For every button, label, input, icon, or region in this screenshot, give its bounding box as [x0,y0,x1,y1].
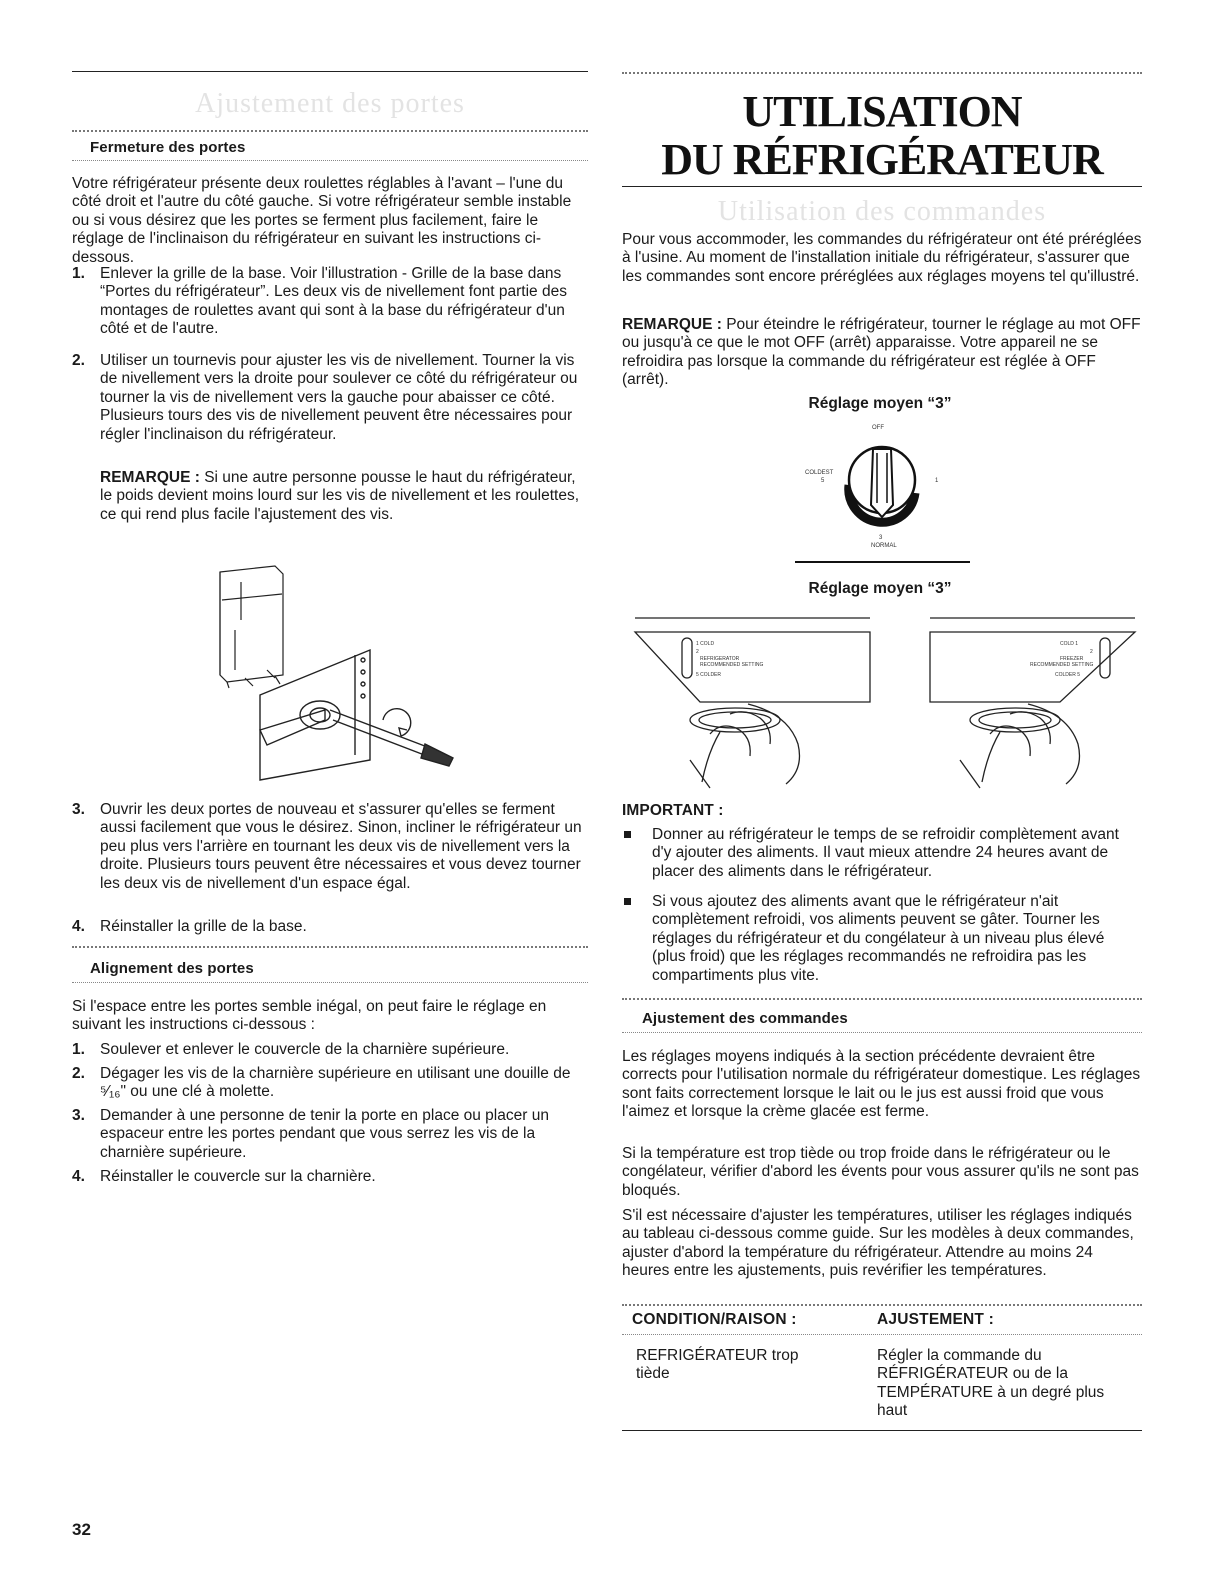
step-text: Réinstaller le couvercle sur la charnière. [100,1168,376,1185]
paragraph-ajustement-2: Si la température est trop tiède ou trop froide dans le réfrigérateur ou le congélateur, vérifier d'abord les évents pour vous assurer qu'ils ne sont pas bloqués. [622,1145,1139,1199]
dial-label-off: OFF [872,425,884,431]
step-number: 1. [72,1041,85,1058]
list-item [622,893,1142,984]
list-item [72,918,588,938]
subheading-alignement: Alignement des portes [90,960,254,977]
dial-label-5: 5 [821,478,825,484]
figure-caption-panel: Réglage moyen “3” [808,580,952,597]
note-label: REMARQUE : [100,469,200,486]
step-text: Utiliser un tournevis pour ajuster les vis de nivellement. Tourner la vis de nivellement vers la droite pour soulever ce côté du réfrigérateur ou tourner la vis de nivellement vers la gauche pour abaisser ce côté. Plusieurs tours des vis de nivellement peuvent être nécessaires pour régler l'inclinaison du réfrigérateur. [100,352,578,443]
page-title-line-2: DU RÉFRIGÉRATEUR [661,135,1103,184]
list-item [72,801,588,913]
dial-underline [795,561,970,563]
top-rule-left [72,71,588,72]
page-title-line-1: UTILISATION [742,87,1022,136]
note-paragraph [100,469,588,524]
paragraph-ajustement-1: Les réglages moyens indiqués à la section précédente devraient être corrects pour l'utilisation normale du réfrigérateur domestique. Les réglages sont faits correctement lorsque le lait ou le jus est aussi froid que vous l'aimez et lorsque la crème glacée est ferme. [622,1048,1141,1121]
table-header-condition: CONDITION/RAISON : [632,1311,797,1328]
dial-label-1: 1 [935,478,939,484]
panel-right-label-2: 2 [1090,649,1093,655]
note-text: Si une autre personne pousse le haut du réfrigérateur, le poids devient moins lourd sur les vis de nivellement et les roulettes, ce qui rend plus facile l'ajustement des vis. [100,469,580,523]
panel-left-label-2: 2 [696,649,699,655]
table-cell-adjustment: Régler la commande du RÉFRIGÉRATEUR ou de la TEMPÉRATURE à un degré plus haut [877,1347,1105,1420]
control-dial [825,435,940,535]
table-header-adjustment: AJUSTEMENT : [877,1311,994,1328]
figure-caption-dial: Réglage moyen “3” [808,395,952,412]
list-item [72,352,588,464]
panel-right-label-3: FREEZER [1060,656,1084,662]
section-heading-utilisation-commandes: Utilisation des commandes [717,196,1047,227]
divider [622,998,1142,1000]
step-number: 1. [72,265,85,282]
list-item [72,1168,588,1188]
section-heading-ajustement-portes: Ajustement des portes [195,88,465,119]
dial-label-3: 3 [879,535,883,541]
step-number: 2. [72,1065,85,1082]
step-text: Demander à une personne de tenir la porte en place ou placer un espaceur entre les portes pendant que vous serrez les vis de la charnière supérieure. [100,1107,549,1161]
step-number: 3. [72,801,85,818]
panel-left-label-5: 5 COLDER [696,672,722,678]
step-text: Dégager les vis de la charnière supérieure en utilisant une douille de ⁵⁄₁₆" ou une clé à molette. [100,1065,571,1101]
step-text: Enlever la grille de la base. Voir l'illustration - Grille de la base dans “Portes du réfrigérateur”. Les deux vis de nivellement font partie des montages de roulettes avant qui sont à la base du réfrigérateur d'un côté et de l'autre. [100,265,567,338]
leveling-screw-illustration [205,560,465,785]
step-number: 4. [72,918,85,935]
bullet-text: Donner au réfrigérateur le temps de se refroidir complètement avant d'y ajouter des aliments. Il vaut mieux attendre 24 heures avant de placer des aliments dans le réfrigérateur. [652,826,1119,880]
subheading-fermeture: Fermeture des portes [90,139,246,156]
step-text: Ouvrir les deux portes de nouveau et s'assurer qu'elles se ferment aussi facilement que vous le désirez. Sinon, incliner le réfrigérateur un peu plus vers l'arrière en tournant les deux vis de nivellement vers la droite. Plusieurs tours peuvent être nécessaires et vous devez tourner les deux vis de nivellement d'un espace égal. [100,801,582,892]
panel-right-label-1: COLD 1 [1060,641,1079,647]
panel-right-label-5: COLDER 5 [1055,672,1081,678]
list-item [622,826,1142,882]
title-rule [622,186,1142,187]
panel-left-label-1: 1 COLD [696,641,715,647]
paragraph-intro-fermeture: Votre réfrigérateur présente deux roulettes réglables à l'avant – l'une du côté droit et l'autre du côté gauche. Si votre réfrigérateur semble instable ou si vous désirez que les portes se ferment plus facilement, faire le réglage de l'inclinaison du réfrigérateur en suivant les instructions ci-dessous. [72,175,572,266]
important-label: IMPORTANT : [622,802,724,819]
step-text: Soulever et enlever le couvercle de la charnière supérieure. [100,1041,510,1058]
paragraph-intro-alignement: Si l'espace entre les portes semble inégal, on peut faire le réglage en suivant les instructions ci-dessous : [72,998,547,1034]
divider [72,130,588,132]
step-number: 3. [72,1107,85,1124]
table-header-rule [622,1334,1142,1335]
table-bottom-rule [622,1430,1142,1431]
paragraph-ajustement-3: S'il est nécessaire d'ajuster les températures, utiliser les réglages indiqués au tableau ci-dessous comme guide. Sur les modèles à deux commandes, ajuster d'abord la température du réfrigérateur. Attendre au moins 24 heures entre les ajustements, puis revérifier les températures. [622,1207,1134,1280]
control-panel-illustration [630,610,1140,790]
dial-figure [795,425,970,565]
dial-label-coldest: COLDEST [805,470,834,476]
bullet-icon [624,898,631,905]
paragraph-intro-commandes: Pour vous accommoder, les commandes du réfrigérateur ont été préréglées à l'usine. Au moment de l'installation initiale du réfrigérateur, s'assurer que les commandes sont encore préréglées aux réglages moyens tel qu'illustré. [622,231,1142,285]
note-label: REMARQUE : [622,316,722,333]
divider [72,946,588,948]
divider [72,982,588,983]
note-paragraph [622,316,1142,390]
subheading-ajustement-commandes: Ajustement des commandes [642,1010,848,1027]
bullet-icon [624,831,631,838]
divider [622,1032,1142,1033]
list-item [72,1107,588,1163]
page-number: 32 [72,1520,91,1539]
step-text: Réinstaller la grille de la base. [100,918,307,935]
panel-right-label-4: RECOMMENDED SETTING [1030,662,1094,668]
top-rule-right [622,72,1142,74]
list-item [72,1041,588,1061]
table-top-rule [622,1304,1142,1306]
step-number: 2. [72,352,85,369]
note-text: Pour éteindre le réfrigérateur, tourner le réglage au mot OFF ou jusqu'à ce que le mot OFF (arrêt) apparaisse. Votre appareil ne se refroidira pas lorsque la commande du réfrigérateur est réglée à OFF (arrêt). [622,316,1141,389]
step-number: 4. [72,1168,85,1185]
list-item [72,265,588,339]
panel-left-label-3: REFRIGERATOR [700,656,740,662]
table-cell-condition: REFRIGÉRATEUR trop tiède [636,1347,799,1383]
dial-label-normal: NORMAL [871,543,897,549]
bullet-text: Si vous ajoutez des aliments avant que le réfrigérateur n'ait complètement refroidi, vos aliments peuvent se gâter. Tourner les réglages du réfrigérateur et du congélateur à un niveau plus élevé (plus froid) que les réglages recommandés ne refroidira pas les compartiments plus vite. [652,893,1105,984]
list-item [72,1065,588,1103]
panel-left-label-4: RECOMMENDED SETTING [700,662,764,668]
divider [72,160,588,161]
